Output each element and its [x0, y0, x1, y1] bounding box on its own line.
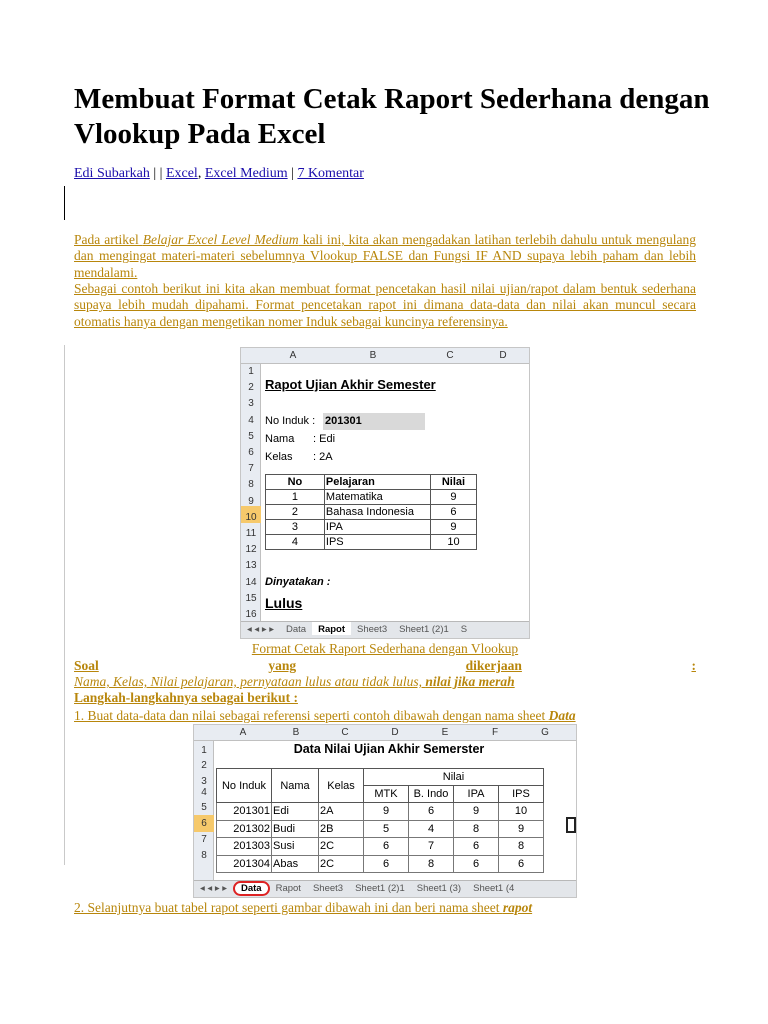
- data-record-row: [217, 838, 544, 856]
- data-cell-mtk: 6: [364, 855, 409, 873]
- row-number: 3: [248, 398, 254, 410]
- data-col-header: F: [491, 727, 499, 738]
- subject-row: [266, 520, 477, 535]
- data-cell-id: 201303: [217, 838, 272, 856]
- data-record-row: [217, 820, 544, 838]
- subject-name: IPA: [324, 520, 430, 535]
- data-header-no-induk: No Induk: [217, 769, 272, 803]
- sheet-tab-rapot[interactable]: Rapot: [312, 622, 351, 635]
- data-table: [216, 768, 544, 873]
- data-row-number: 4: [201, 787, 207, 798]
- raport-sheet-tabs: [241, 621, 529, 638]
- soal-word-2: yang: [268, 658, 297, 673]
- step-1: [74, 708, 576, 724]
- data-subheader-ips: IPS: [499, 786, 544, 803]
- subject-name: IPS: [324, 535, 430, 550]
- data-cell-ipa: 9: [454, 803, 499, 821]
- left-margin-line: [64, 345, 65, 865]
- article-title: Membuat Format Cetak Raport Sederhana dengan Vlookup Pada Excel: [74, 83, 710, 150]
- data-subheader-mtk: MTK: [364, 786, 409, 803]
- subjects-header-no: No: [266, 475, 325, 490]
- row-number: 8: [248, 479, 254, 491]
- kelas-value: : 2A: [313, 451, 333, 463]
- row-number: 15: [245, 592, 257, 604]
- raport-title: Rapot Ujian Akhir Semester: [265, 377, 436, 392]
- step-1-sheet-name: Data: [548, 708, 576, 723]
- data-cell-name: Edi: [272, 803, 319, 821]
- data-subheader-ipa: IPA: [454, 786, 499, 803]
- subject-score: 10: [430, 535, 476, 550]
- dinyatakan-label: Dinyatakan :: [265, 576, 331, 588]
- data-col-header: D: [391, 727, 399, 738]
- author-link[interactable]: Edi Subarkah: [74, 166, 150, 181]
- data-cell-kelas: 2A: [319, 803, 364, 821]
- data-record-row: [217, 803, 544, 821]
- data-record-row: [217, 855, 544, 873]
- data-cell-ips: 6: [499, 855, 544, 873]
- subject-score: 9: [430, 490, 476, 505]
- data-cell-indo: 8: [409, 855, 454, 873]
- col-header-a: A: [289, 350, 297, 361]
- data-cell-ips: 8: [499, 838, 544, 856]
- data-row-number: 3: [201, 776, 207, 787]
- category-excel-medium-link[interactable]: Excel Medium: [204, 166, 288, 181]
- byline-separator: | |: [149, 166, 166, 181]
- data-sheet-nav-icon: ◂ ◂ ▸ ▸: [200, 883, 227, 894]
- step-1-text: 1. Buat data-data dan nilai sebagai referensi seperti contoh dibawah dengan nama sheet: [74, 708, 549, 723]
- row-number: 10: [245, 511, 257, 523]
- soal-detail-text: Nama, Kelas, Nilai pelajaran, pernyataan lulus atau tidak lulus,: [74, 674, 426, 689]
- row-number: 7: [248, 463, 254, 475]
- data-cell-name: Abas: [272, 855, 319, 873]
- data-cell-mtk: 5: [364, 820, 409, 838]
- step-2: [74, 900, 532, 916]
- subjects-header-row: [266, 475, 477, 490]
- subject-no: 1: [266, 490, 325, 505]
- data-header-row-1: [217, 769, 544, 786]
- comments-link[interactable]: 7 Komentar: [297, 166, 364, 181]
- data-cell-ipa: 6: [454, 838, 499, 856]
- data-cell-kelas: 2C: [319, 855, 364, 873]
- data-sheet-tab-sheet3[interactable]: Sheet3: [312, 883, 344, 894]
- data-col-header: G: [541, 727, 549, 738]
- col-header-b: B: [369, 350, 377, 361]
- data-cell-name: Susi: [272, 838, 319, 856]
- subject-name: Bahasa Indonesia: [324, 505, 430, 520]
- soal-word-1: Soal: [74, 658, 99, 673]
- row-number: 2: [248, 382, 254, 394]
- data-cell-id: 201301: [217, 803, 272, 821]
- data-col-header: C: [341, 727, 349, 738]
- subject-score: 6: [430, 505, 476, 520]
- steps-heading: Langkah-langkahnya sebagai berikut :: [74, 690, 298, 705]
- data-cell-ipa: 6: [454, 855, 499, 873]
- byline: [74, 166, 364, 182]
- subjects-header-pelajaran: Pelajaran: [324, 475, 430, 490]
- sheet-tab-sheet1-2[interactable]: Sheet1 (2)1: [399, 624, 449, 635]
- row-number: 14: [245, 576, 257, 588]
- data-cell-ips: 9: [499, 820, 544, 838]
- data-sheet-tab-sheet1-2[interactable]: Sheet1 (2)1: [355, 883, 405, 894]
- step-2-sheet-name: rapot: [502, 900, 533, 915]
- data-sheet-tab-rapot[interactable]: Rapot: [275, 883, 301, 894]
- row-number: 16: [245, 609, 257, 620]
- raport-image-caption: Format Cetak Raport Sederhana dengan Vlookup: [251, 641, 519, 656]
- intro-link-level-medium[interactable]: Belajar Excel Level Medium: [142, 232, 299, 247]
- data-cell-ips: 10: [499, 803, 544, 821]
- selected-cell-indicator: [566, 817, 576, 833]
- row-number: 4: [248, 414, 254, 426]
- soal-word-4: :: [691, 658, 696, 673]
- byline-comma: ,: [197, 166, 205, 181]
- data-sheet-tabs: [194, 880, 576, 897]
- kelas-label: Kelas: [265, 451, 293, 463]
- data-col-header: E: [441, 727, 449, 738]
- data-cell-name: Budi: [272, 820, 319, 838]
- subject-row: [266, 535, 477, 550]
- nama-label: Nama: [265, 433, 295, 445]
- byline-separator-2: |: [287, 166, 298, 181]
- sheet-tab-sheet3[interactable]: Sheet3: [357, 624, 388, 635]
- data-row-number: 8: [201, 850, 207, 861]
- no-induk-value: 201301: [325, 415, 362, 427]
- subject-row: [266, 505, 477, 520]
- subject-score: 9: [430, 520, 476, 535]
- data-cell-indo: 4: [409, 820, 454, 838]
- data-row-number: 1: [201, 745, 207, 756]
- data-cell-ipa: 8: [454, 820, 499, 838]
- sheet-tab-s[interactable]: S: [460, 624, 468, 635]
- data-cell-id: 201304: [217, 855, 272, 873]
- intro-text-b: kali ini, kita akan mengadakan latihan terlebih dahulu untuk mengulang dan mengingat materi-materi sebelumnya Vlookup FALSE dan Fungsi IF AND supaya lebih paham dan lebih mendalami.: [74, 232, 696, 280]
- soal-detail-bold: nilai jika merah: [425, 674, 515, 689]
- step-2-text: 2. Selanjutnya buat tabel rapot seperti gambar dibawah ini dan beri nama sheet: [74, 900, 503, 915]
- data-row-number: 7: [201, 834, 207, 845]
- data-subheader-bindo: B. Indo: [409, 786, 454, 803]
- row-number: 11: [245, 528, 257, 539]
- data-sheet-tab-data[interactable]: Data: [233, 881, 270, 896]
- data-sheet-image: [193, 724, 577, 898]
- row-number: 6: [248, 447, 254, 458]
- subject-row: [266, 490, 477, 505]
- sheet-nav-icon: ◂ ◂ ▸ ▸: [247, 624, 274, 635]
- row-number: 9: [248, 495, 254, 507]
- data-cell-indo: 7: [409, 838, 454, 856]
- result-value: Lulus: [265, 595, 303, 611]
- raport-sheet-image: [240, 347, 530, 639]
- subject-no: 4: [266, 535, 325, 550]
- soal-line: [74, 658, 696, 674]
- col-header-d: D: [499, 350, 507, 361]
- data-col-header: A: [239, 727, 247, 738]
- row-number: 13: [245, 560, 257, 572]
- data-row-number: 2: [201, 760, 207, 771]
- data-cell-indo: 6: [409, 803, 454, 821]
- intro-paragraph-2: Sebagai contoh berikut ini kita akan membuat format pencetakan hasil nilai ujian/rapot dalam bentuk sederhana supaya lebih mudah dipahami. Format pencetakan rapot ini dimana data-data dan nilai akan muncul secara otomatis hanya dengan mengetikan nomer Induk sebagai kuncinya referensinya.: [74, 281, 696, 329]
- subject-name: Matematika: [324, 490, 430, 505]
- data-sheet-tab-sheet1-3[interactable]: Sheet1 (3): [416, 883, 462, 894]
- data-sheet-tab-sheet1-4[interactable]: Sheet1 (4: [473, 883, 515, 894]
- data-col-header: B: [292, 727, 300, 738]
- no-induk-label: No Induk :: [265, 415, 316, 427]
- subject-no: 2: [266, 505, 325, 520]
- intro-paragraph-1: [74, 232, 696, 281]
- subject-no: 3: [266, 520, 325, 535]
- data-header-kelas: Kelas: [319, 769, 364, 803]
- data-cell-id: 201302: [217, 820, 272, 838]
- row-number: 1: [248, 366, 254, 377]
- data-header-nilai: Nilai: [364, 769, 544, 786]
- text-cursor-bar: [64, 186, 65, 220]
- intro-text-a: Pada artikel: [74, 232, 143, 247]
- data-row-number: 5: [201, 802, 207, 813]
- data-cell-kelas: 2C: [319, 838, 364, 856]
- soal-detail: [74, 674, 515, 690]
- nama-value: : Edi: [313, 433, 336, 445]
- data-sheet-title: Data Nilai Ujian Akhir Semerster: [293, 742, 485, 756]
- data-cell-kelas: 2B: [319, 820, 364, 838]
- data-header-nama: Nama: [272, 769, 319, 803]
- subjects-header-nilai: Nilai: [430, 475, 476, 490]
- data-cell-mtk: 9: [364, 803, 409, 821]
- col-header-c: C: [446, 350, 454, 361]
- soal-word-3: dikerjaan: [465, 658, 522, 673]
- row-number: 5: [248, 430, 254, 442]
- data-cell-mtk: 6: [364, 838, 409, 856]
- sheet-tab-data[interactable]: Data: [286, 624, 307, 635]
- subjects-table: [265, 474, 477, 550]
- data-row-number: 6: [201, 818, 207, 829]
- row-number: 12: [245, 544, 257, 556]
- category-excel-link[interactable]: Excel: [165, 166, 198, 181]
